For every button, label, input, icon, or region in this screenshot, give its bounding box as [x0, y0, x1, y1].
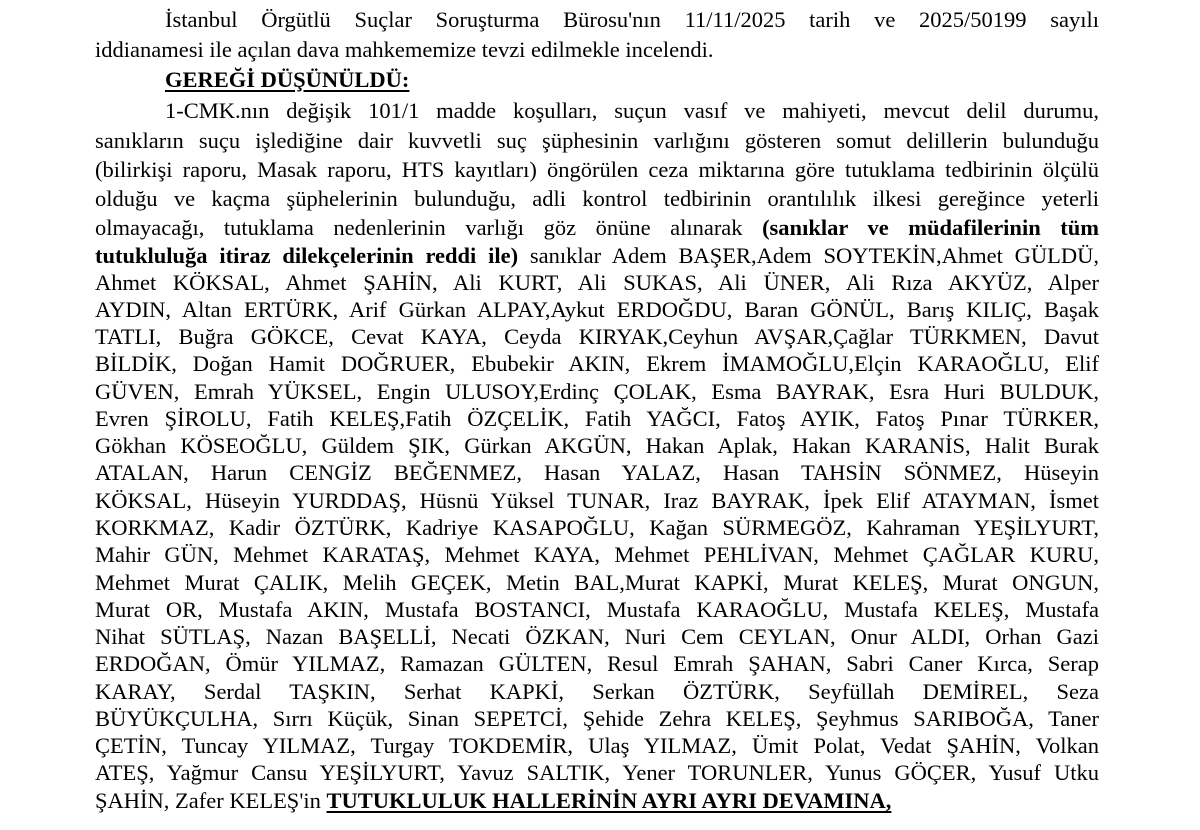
names-line: KÖKSAL, Hüseyin YURDDAŞ, Hüsnü Yüksel TUNAR, Iraz BAYRAK, İpek Elif ATAYMAN, İsmet — [95, 488, 1099, 513]
body-line: sanıkların suçu işlediğine dair kuvvetli suç şüphesinin varlığını gösteren somut delillerin bulunduğu — [95, 128, 1099, 153]
body-line-mixed — [95, 243, 1099, 269]
body-text: ŞAHİN, Zafer KELEŞ'in — [95, 788, 327, 813]
body-line: (bilirkişi raporu, Masak raporu, HTS kayıtları) öngörülen ceza miktarına göre tutuklama tedbirinin ölçülü — [95, 157, 1099, 182]
names-line: Mahir GÜN, Mehmet KARATAŞ, Mehmet KAYA, Mehmet PEHLİVAN, Mehmet ÇAĞLAR KURU, — [95, 542, 1099, 567]
names-line: KORKMAZ, Kadir ÖZTÜRK, Kadriye KASAPOĞLU, Kağan SÜRMEGÖZ, Kahraman YEŞİLYURT, — [95, 515, 1099, 540]
intro-line-1: İstanbul Örgütlü Suçlar Soruşturma Bürosu'nın 11/11/2025 tarih ve 2025/50199 sayılı — [165, 7, 1099, 32]
names-line: Mehmet Murat ÇALIK, Melih GEÇEK, Metin BAL,Murat KAPKİ, Murat KELEŞ, Murat ONGUN, — [95, 570, 1099, 595]
names-line: KARAY, Serdal TAŞKIN, Serhat KAPKİ, Serkan ÖZTÜRK, Seyfüllah DEMİREL, Seza — [95, 679, 1099, 704]
names-line: ÇETİN, Tuncay YILMAZ, Turgay TOKDEMİR, Ulaş YILMAZ, Ümit Polat, Vedat ŞAHİN, Volkan — [95, 733, 1099, 758]
names-line: BİLDİK, Doğan Hamit DOĞRUER, Ebubekir AKIN, Ekrem İMAMOĞLU,Elçin KARAOĞLU, Elif — [95, 351, 1099, 376]
names-line: ERDOĞAN, Ömür YILMAZ, Ramazan GÜLTEN, Resul Emrah ŞAHAN, Sabri Caner Kırca, Serap — [95, 651, 1099, 676]
names-line: Nihat SÜTLAŞ, Nazan BAŞELLİ, Necati ÖZKAN, Nuri Cem CEYLAN, Onur ALDI, Orhan Gazi — [95, 624, 1099, 649]
body-text: olmayacağı, tutuklama nedenlerinin varlığı göz önüne alınarak — [95, 215, 763, 240]
section-heading: GEREĞİ DÜŞÜNÜLDÜ: — [165, 67, 410, 92]
body-line: 1-CMK.nın değişik 101/1 madde koşulları, suçun vasıf ve mahiyeti, mevcut delil durumu, — [165, 98, 1099, 123]
ruling-text: TUTUKLULUK HALLERİNİN AYRI AYRI DEVAMINA, — [326, 788, 892, 813]
names-line: ATALAN, Harun CENGİZ BEĞENMEZ, Hasan YALAZ, Hasan TAHSİN SÖNMEZ, Hüseyin — [95, 460, 1099, 485]
body-line: olduğu ve kaçma şüphelerinin bulunduğu, adli kontrol tedbirinin orantılılık ilkesi gereğince yeterli — [95, 186, 1099, 211]
intro-line-2: iddianamesi ile açılan dava mahkememize tevzi edilmekle incelendi. — [95, 37, 714, 62]
bold-text: tutukluluğa itiraz dilekçelerinin reddi ile) — [95, 243, 519, 268]
names-line: ATEŞ, Yağmur Cansu YEŞİLYURT, Yavuz SALTIK, Yener TORUNLER, Yunus GÖÇER, Yusuf Utku — [95, 760, 1099, 785]
body-text: sanıklar Adem BAŞER,Adem SOYTEKİN,Ahmet GÜLDÜ, — [518, 243, 1099, 268]
final-line — [95, 788, 1099, 814]
body-line-mixed — [95, 215, 1099, 241]
names-line: Gökhan KÖSEOĞLU, Güldem ŞIK, Gürkan AKGÜN, Hakan Aplak, Hakan KARANİS, Halit Burak — [95, 433, 1099, 458]
names-line: BÜYÜKÇULHA, Sırrı Küçük, Sinan SEPETCİ, Şehide Zehra KELEŞ, Şeyhmus SARIBOĞA, Taner — [95, 706, 1099, 731]
names-line: GÜVEN, Emrah YÜKSEL, Engin ULUSOY,Erdinç ÇOLAK, Esma BAYRAK, Esra Huri BULDUK, — [95, 379, 1099, 404]
names-line: Ahmet KÖKSAL, Ahmet ŞAHİN, Ali KURT, Ali SUKAS, Ali ÜNER, Ali Rıza AKYÜZ, Alper — [95, 270, 1099, 295]
bold-text: (sanıklar ve müdafilerinin tüm — [762, 215, 1099, 240]
names-line: Murat OR, Mustafa AKIN, Mustafa BOSTANCI, Mustafa KARAOĞLU, Mustafa KELEŞ, Mustafa — [95, 597, 1099, 622]
names-line: AYDIN, Altan ERTÜRK, Arif Gürkan ALPAY,Aykut ERDOĞDU, Baran GÖNÜL, Barış KILIÇ, Başak — [95, 297, 1099, 322]
names-line: TATLI, Buğra GÖKCE, Cevat KAYA, Ceyda KIRYAK,Ceyhun AVŞAR,Çağlar TÜRKMEN, Davut — [95, 324, 1099, 349]
names-line: Evren ŞİROLU, Fatih KELEŞ,Fatih ÖZÇELİK, Fatih YAĞCI, Fatoş AYIK, Fatoş Pınar TÜRKER, — [95, 406, 1099, 431]
